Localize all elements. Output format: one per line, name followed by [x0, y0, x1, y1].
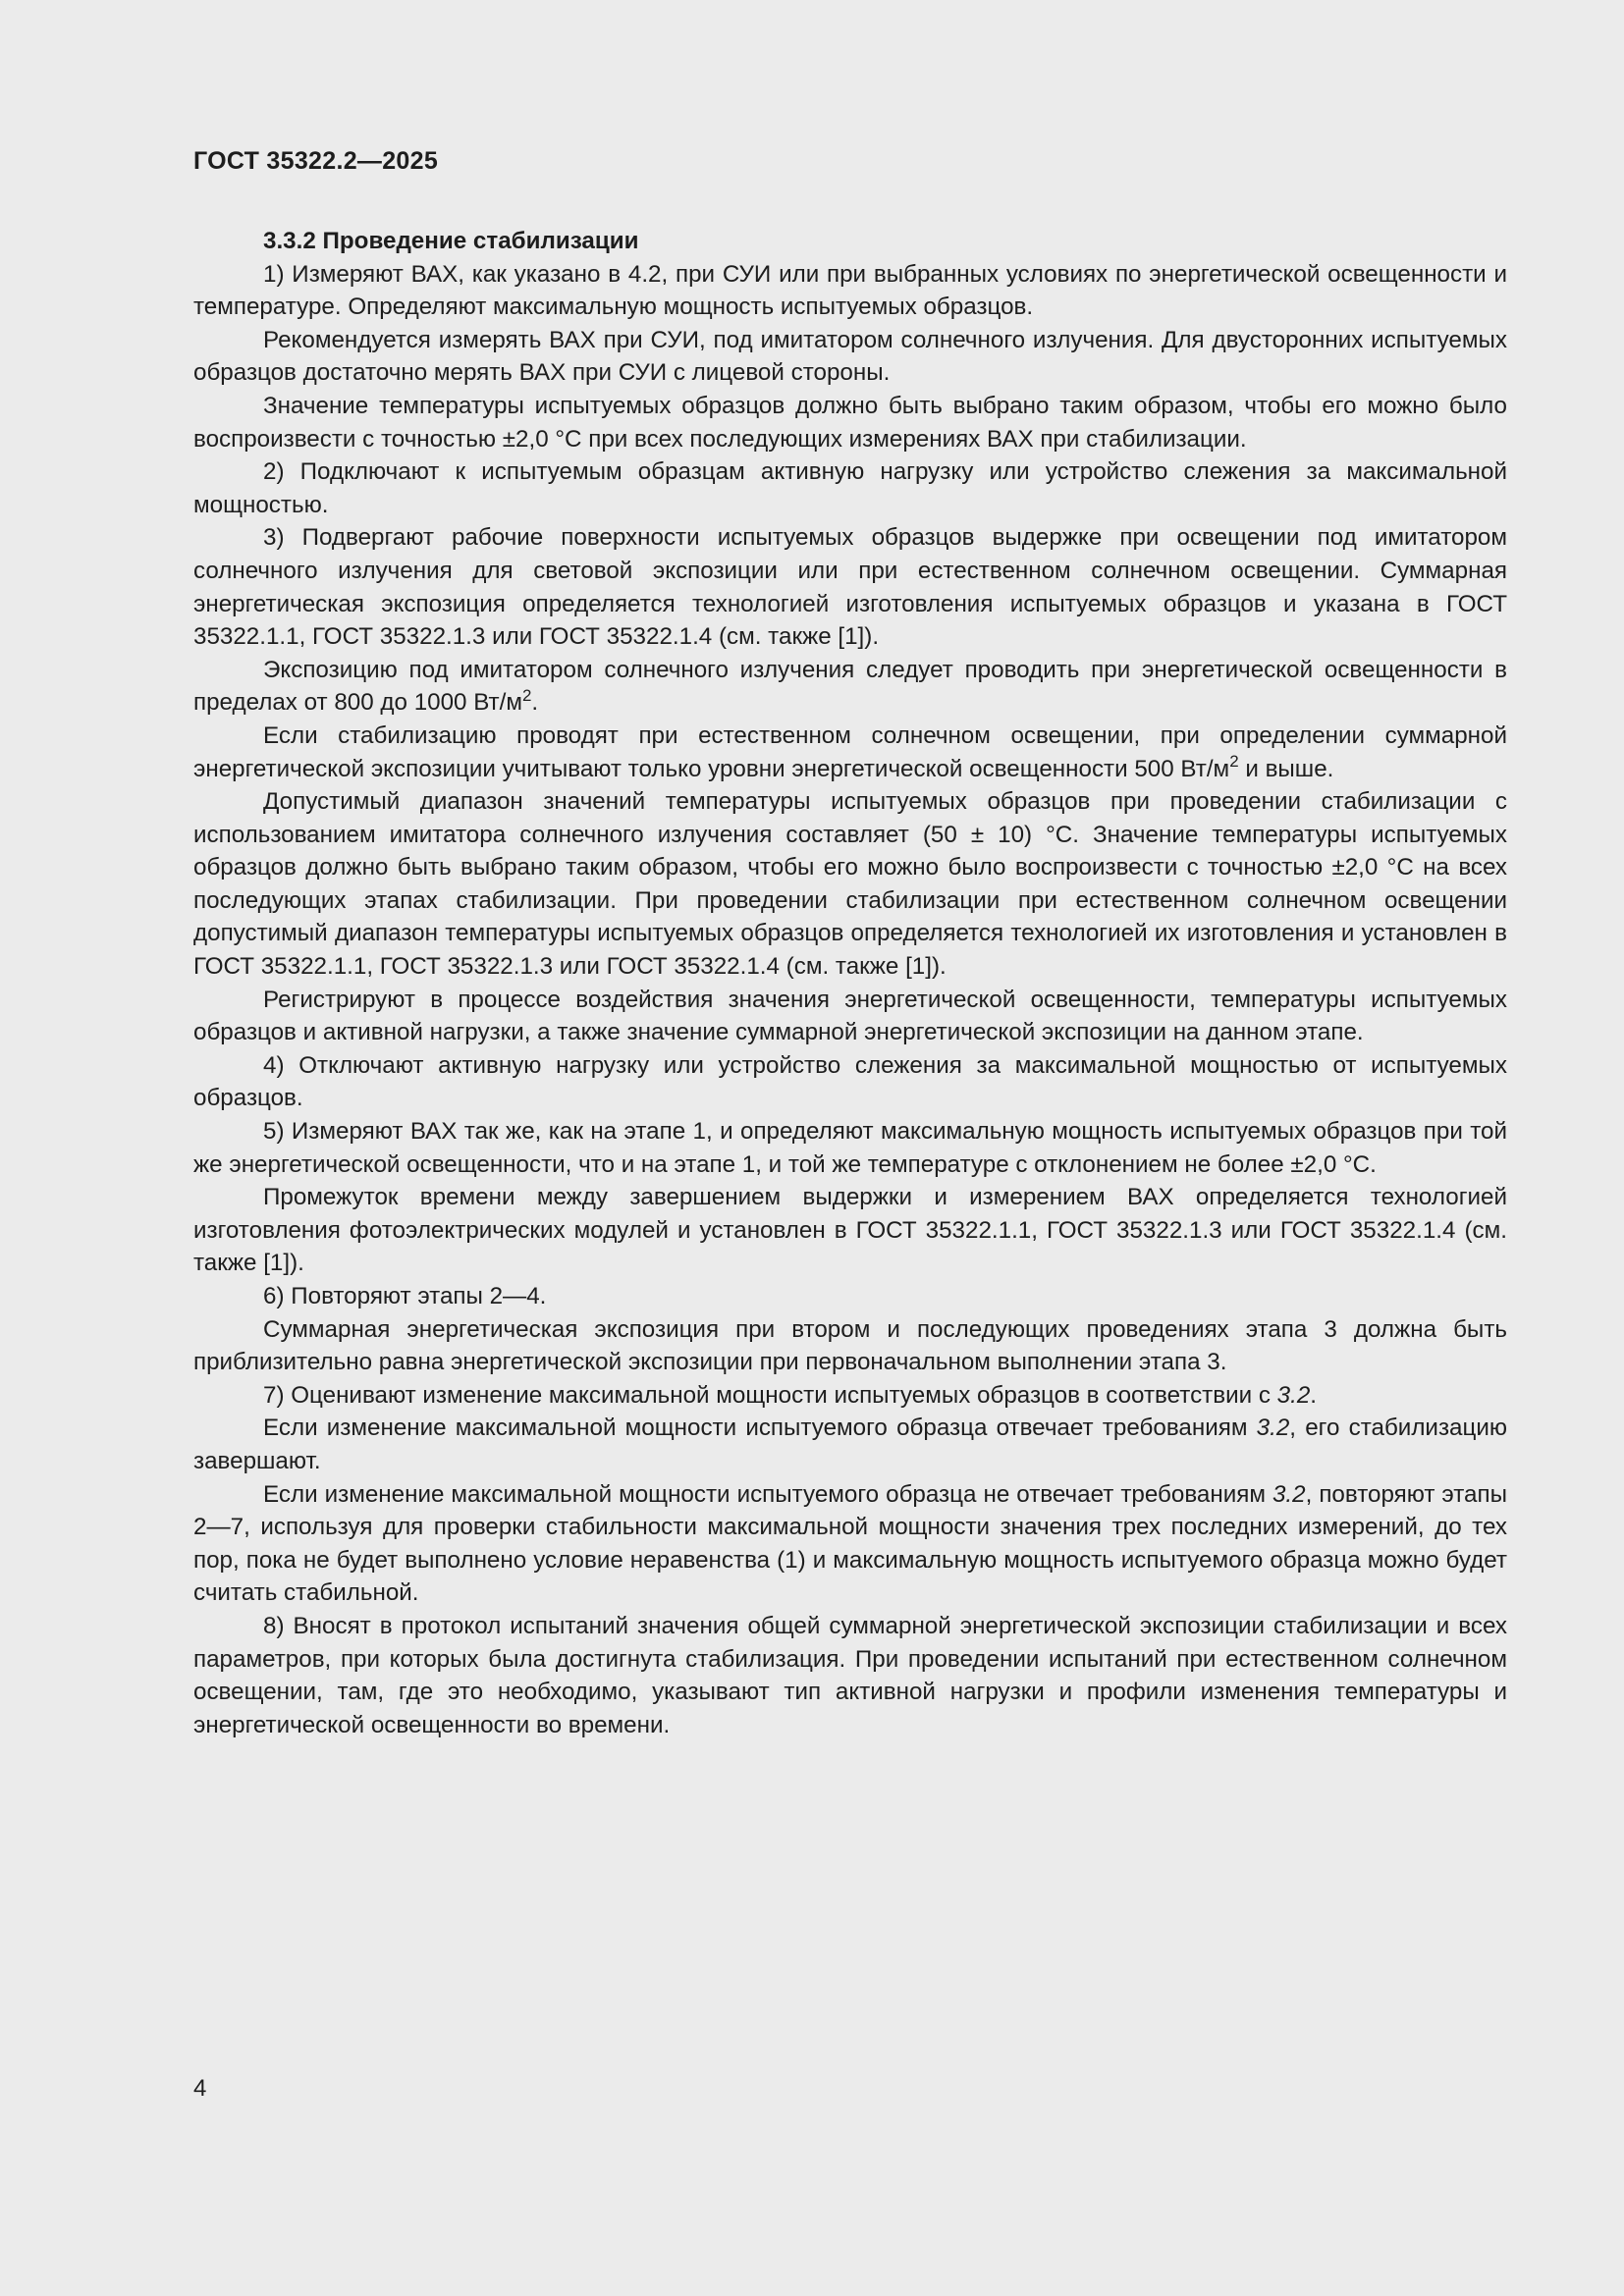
paragraph-step-7 — [193, 1379, 1507, 1413]
section-reference: 3.2 — [1276, 1381, 1311, 1409]
section-content — [193, 225, 1507, 1741]
paragraph-time-interval: Промежуток времени между завершением выдержки и измерением ВАХ определяется технологией изготовления фотоэлектрических модулей и установлен в ГОСТ 35322.1.1, ГОСТ 35322.1.3 или ГОСТ 35322.1.4 (см. также [1]). — [193, 1184, 1507, 1277]
paragraph-complete-stabilization — [193, 1412, 1507, 1477]
paragraph-step-5: 5) Измеряют ВАХ так же, как на этапе 1, и определяют максимальную мощность испытуемых образцов при той же энергетической освещенности, что и на этапе 1, и той же температуре с отклонением не более ±2,0 °С. — [193, 1118, 1507, 1178]
section-reference: 3.2 — [1272, 1480, 1306, 1508]
paragraph-temperature: Значение температуры испытуемых образцов должно быть выбрано таким образом, чтобы его можно было воспроизвести с точностью ±2,0 °С при всех последующих измерениях ВАХ при стабилизации. — [193, 392, 1507, 453]
superscript: 2 — [521, 686, 532, 705]
paragraph-text: Если стабилизацию проводят при естественном солнечном освещении, при определении суммарной энергетической экспозиции учитывают только уровни энергетической освещенности 500 Вт/м — [193, 721, 1507, 782]
paragraph-text: Экспозицию под имитатором солнечного излучения следует проводить при энергетической освещенности в пределах от 800 до 1000 Вт/м — [193, 656, 1507, 717]
paragraph-repeat-stages — [193, 1478, 1507, 1610]
paragraph-exposure-irradiance — [193, 654, 1507, 720]
page-number: 4 — [193, 2075, 207, 2102]
paragraph-step-3: 3) Подвергают рабочие поверхности испытуемых образцов выдержке при освещении под имитатором солнечного излучения для световой экспозиции или при естественном солнечном освещении. Суммарная энергетическая экспозиция определяется технологией изготовления испытуемых образцов и указана в ГОСТ 35322.1.1, ГОСТ 35322.1.3 или ГОСТ 35322.1.4 (см. также [1]). — [193, 524, 1507, 651]
paragraph-step-6: 6) Повторяют этапы 2—4. — [263, 1283, 547, 1309]
section-reference: 3.2 — [1256, 1415, 1290, 1442]
paragraph-text: 7) Оценивают изменение максимальной мощности испытуемых образцов в соответствии с — [263, 1381, 1277, 1409]
paragraph-natural-light — [193, 720, 1507, 785]
paragraph-step-4: 4) Отключают активную нагрузку или устройство слежения за максимальной мощностью от испытуемых образцов. — [193, 1051, 1507, 1112]
paragraph-step-1: 1) Измеряют ВАХ, как указано в 4.2, при СУИ или при выбранных условиях по энергетической освещенности и температуре. Определяют максимальную мощность испытуемых образцов. — [193, 260, 1507, 321]
paragraph-step-8: 8) Вносят в протокол испытаний значения общей суммарной энергетической экспозиции стабилизации и всех параметров, при которых была достигнута стабилизация. При проведении испытаний при естественном солнечном освещении, там, где это необходимо, указывают тип активной нагрузки и профили изменения температуры и энергетической освещенности во времени. — [193, 1612, 1507, 1738]
paragraph-text: Если изменение максимальной мощности испытуемого образца не отвечает требованиям — [263, 1480, 1272, 1508]
paragraph-text-end: . — [531, 689, 539, 717]
superscript: 2 — [1229, 752, 1239, 772]
paragraph-total-exposure: Суммарная энергетическая экспозиция при втором и последующих проведениях этапа 3 должна быть приблизительно равна энергетической экспозиции при первоначальном выполнении этапа 3. — [193, 1315, 1507, 1376]
paragraph-text-end: , его стабилизацию завершают. — [193, 1415, 1507, 1474]
section-heading: 3.3.2 Проведение стабилизации — [263, 228, 639, 254]
paragraph-text-end: . — [1310, 1381, 1318, 1409]
document-header: ГОСТ 35322.2—2025 — [193, 147, 439, 175]
paragraph-text-end: и выше. — [1238, 755, 1334, 782]
paragraph-temperature-range: Допустимый диапазон значений температуры испытуемых образцов при проведении стабилизации с использованием имитатора солнечного излучения составляет (50 ± 10) °С. Значение температуры испытуемых образцов должно быть выбрано таким образом, чтобы его можно было воспроизвести с точностью ±2,0 °С на всех последующих этапах стабилизации. При проведении стабилизации при естественном солнечном освещении допустимый диапазон температуры испытуемых образцов определяется технологией их изготовления и установлен в ГОСТ 35322.1.1, ГОСТ 35322.1.3 или ГОСТ 35322.1.4 (см. также [1]). — [193, 788, 1507, 981]
paragraph-text-end: , повторяют этапы 2—7, используя для проверки стабильности максимальной мощности значения трех последних измерений, до тех пор, пока не будет выполнено условие неравенства (1) и максимальную мощность испытуемого образца можно будет считать стабильной. — [193, 1480, 1507, 1607]
paragraph-step-2: 2) Подключают к испытуемым образцам активную нагрузку или устройство слежения за максимальной мощностью. — [193, 458, 1507, 518]
paragraph-registration: Регистрируют в процессе воздействия значения энергетической освещенности, температуры испытуемых образцов и активной нагрузки, а также значение суммарной энергетической экспозиции на данном этапе. — [193, 986, 1507, 1046]
paragraph-text: Если изменение максимальной мощности испытуемого образца отвечает требованиям — [263, 1415, 1257, 1442]
paragraph-recommendation: Рекомендуется измерять ВАХ при СУИ, под имитатором солнечного излучения. Для двусторонних испытуемых образцов достаточно мерять ВАХ при СУИ с лицевой стороны. — [193, 326, 1507, 387]
